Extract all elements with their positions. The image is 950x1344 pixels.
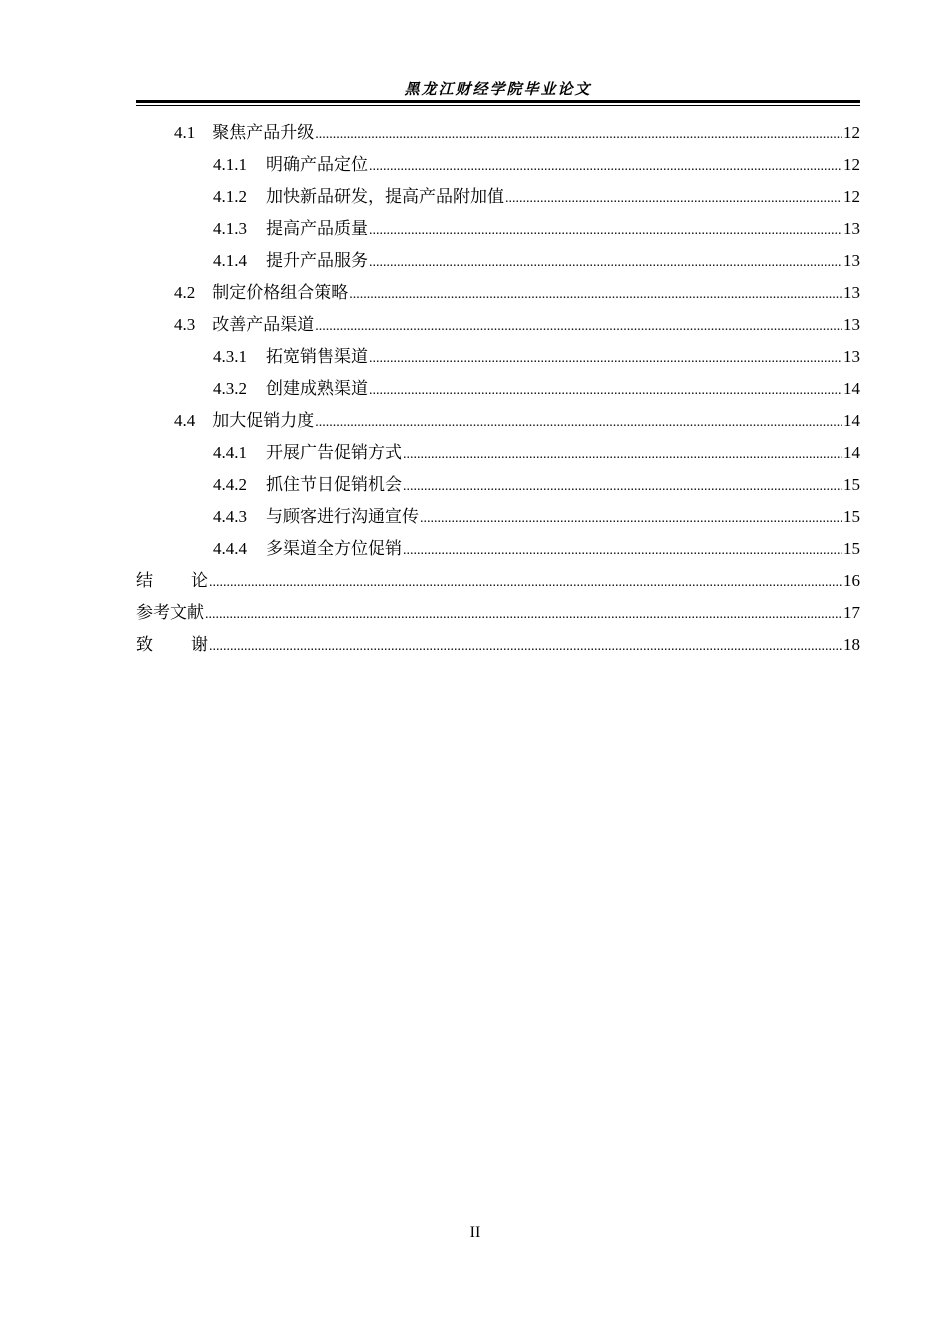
toc-entry-title: 开展广告促销方式 bbox=[266, 443, 402, 463]
toc-entry[interactable] bbox=[136, 533, 860, 565]
toc-entry-title: 与顾客进行沟通宣传 bbox=[266, 507, 419, 527]
toc-entry-page: 14 bbox=[843, 443, 860, 462]
toc-entry-title: 加快新品研发，提高产品附加值 bbox=[266, 187, 504, 207]
toc-entry-title: 创建成熟渠道 bbox=[266, 379, 368, 399]
toc-entry[interactable] bbox=[136, 245, 860, 277]
toc-leader-dots bbox=[505, 183, 842, 215]
toc-leader-dots bbox=[403, 439, 842, 471]
toc-entry-title: 参考文献 bbox=[136, 603, 204, 623]
toc-entry-page: 13 bbox=[843, 315, 860, 334]
toc-leader-dots bbox=[205, 599, 842, 631]
toc-entry[interactable] bbox=[136, 277, 860, 309]
toc-entry-page: 14 bbox=[843, 411, 860, 430]
toc-leader-dots bbox=[315, 311, 842, 343]
toc-entry-page: 18 bbox=[843, 635, 860, 654]
toc-entry-number: 4.1.3 bbox=[213, 219, 247, 238]
header-rule-thin bbox=[136, 105, 860, 106]
toc-entry-title: 抓住节日促销机会 bbox=[266, 475, 402, 495]
toc-entry-page: 13 bbox=[843, 219, 860, 238]
toc-entry-page: 17 bbox=[843, 603, 860, 622]
toc-entry-title: 致谢 bbox=[136, 635, 246, 655]
toc-leader-dots bbox=[369, 151, 842, 183]
toc-entry-page: 12 bbox=[843, 123, 860, 142]
toc-entry-number: 4.1.2 bbox=[213, 187, 247, 206]
toc-entry[interactable] bbox=[136, 373, 860, 405]
header-rule-thick bbox=[136, 100, 860, 103]
toc-entry-title: 加大促销力度 bbox=[212, 411, 315, 431]
toc-entry-title: 多渠道全方位促销 bbox=[266, 539, 402, 559]
toc-leader-dots bbox=[420, 503, 842, 535]
toc-entry-title: 明确产品定位 bbox=[266, 155, 368, 175]
toc-entry-number: 4.4 bbox=[174, 411, 196, 430]
toc-entry-page: 16 bbox=[843, 571, 860, 590]
toc-leader-dots bbox=[403, 471, 842, 503]
toc-leader-dots bbox=[349, 279, 842, 311]
table-of-contents bbox=[136, 117, 860, 661]
toc-entry-page: 12 bbox=[843, 187, 860, 206]
toc-entry-number: 4.3.2 bbox=[213, 379, 247, 398]
toc-leader-dots bbox=[315, 119, 842, 151]
toc-entry[interactable] bbox=[136, 309, 860, 341]
toc-entry-references[interactable] bbox=[136, 597, 860, 629]
toc-entry[interactable] bbox=[136, 501, 860, 533]
toc-entry-title: 结论 bbox=[136, 571, 246, 591]
toc-entry-title: 提升产品服务 bbox=[266, 251, 368, 271]
toc-leader-dots bbox=[403, 535, 842, 567]
toc-entry[interactable] bbox=[136, 213, 860, 245]
toc-entry-number: 4.4.3 bbox=[213, 507, 247, 526]
toc-entry-page: 14 bbox=[843, 379, 860, 398]
toc-leader-dots bbox=[369, 343, 842, 375]
toc-entry-acknowledgements[interactable] bbox=[136, 629, 860, 661]
toc-entry-title: 改善产品渠道 bbox=[212, 315, 315, 335]
toc-entry-page: 15 bbox=[843, 475, 860, 494]
toc-entry-conclusion[interactable] bbox=[136, 565, 860, 597]
toc-entry[interactable] bbox=[136, 181, 860, 213]
toc-entry-title: 提高产品质量 bbox=[266, 219, 368, 239]
toc-entry-number: 4.4.4 bbox=[213, 539, 247, 558]
toc-entry-title: 拓宽销售渠道 bbox=[266, 347, 368, 367]
toc-entry-page: 12 bbox=[843, 155, 860, 174]
toc-entry-number: 4.4.1 bbox=[213, 443, 247, 462]
toc-leader-dots bbox=[369, 215, 842, 247]
toc-entry-number: 4.1.4 bbox=[213, 251, 247, 270]
toc-entry-title: 制定价格组合策略 bbox=[212, 283, 349, 303]
toc-entry[interactable] bbox=[136, 469, 860, 501]
toc-leader-dots bbox=[369, 375, 842, 407]
toc-entry[interactable] bbox=[136, 341, 860, 373]
toc-entry-page: 15 bbox=[843, 539, 860, 558]
toc-leader-dots bbox=[315, 407, 842, 439]
toc-leader-dots bbox=[209, 631, 842, 663]
toc-entry-number: 4.4.2 bbox=[213, 475, 247, 494]
toc-entry-number: 4.3.1 bbox=[213, 347, 247, 366]
footer-page-number: II bbox=[469, 1224, 481, 1241]
toc-entry-number: 4.3 bbox=[174, 315, 196, 334]
page-header-title: 黑龙江财经学院毕业论文 bbox=[404, 80, 592, 98]
toc-entry[interactable] bbox=[136, 437, 860, 469]
toc-entry[interactable] bbox=[136, 405, 860, 437]
toc-entry-number: 4.1.1 bbox=[213, 155, 247, 174]
toc-entry[interactable] bbox=[136, 149, 860, 181]
toc-entry-title: 聚焦产品升级 bbox=[212, 123, 315, 143]
toc-entry-page: 15 bbox=[843, 507, 860, 526]
toc-leader-dots bbox=[209, 567, 842, 599]
toc-leader-dots bbox=[369, 247, 842, 279]
toc-entry-number: 4.1 bbox=[174, 123, 196, 142]
toc-entry[interactable] bbox=[136, 117, 860, 149]
toc-entry-page: 13 bbox=[843, 347, 860, 366]
toc-entry-page: 13 bbox=[843, 251, 860, 270]
toc-entry-page: 13 bbox=[843, 283, 860, 302]
toc-entry-number: 4.2 bbox=[174, 283, 196, 302]
